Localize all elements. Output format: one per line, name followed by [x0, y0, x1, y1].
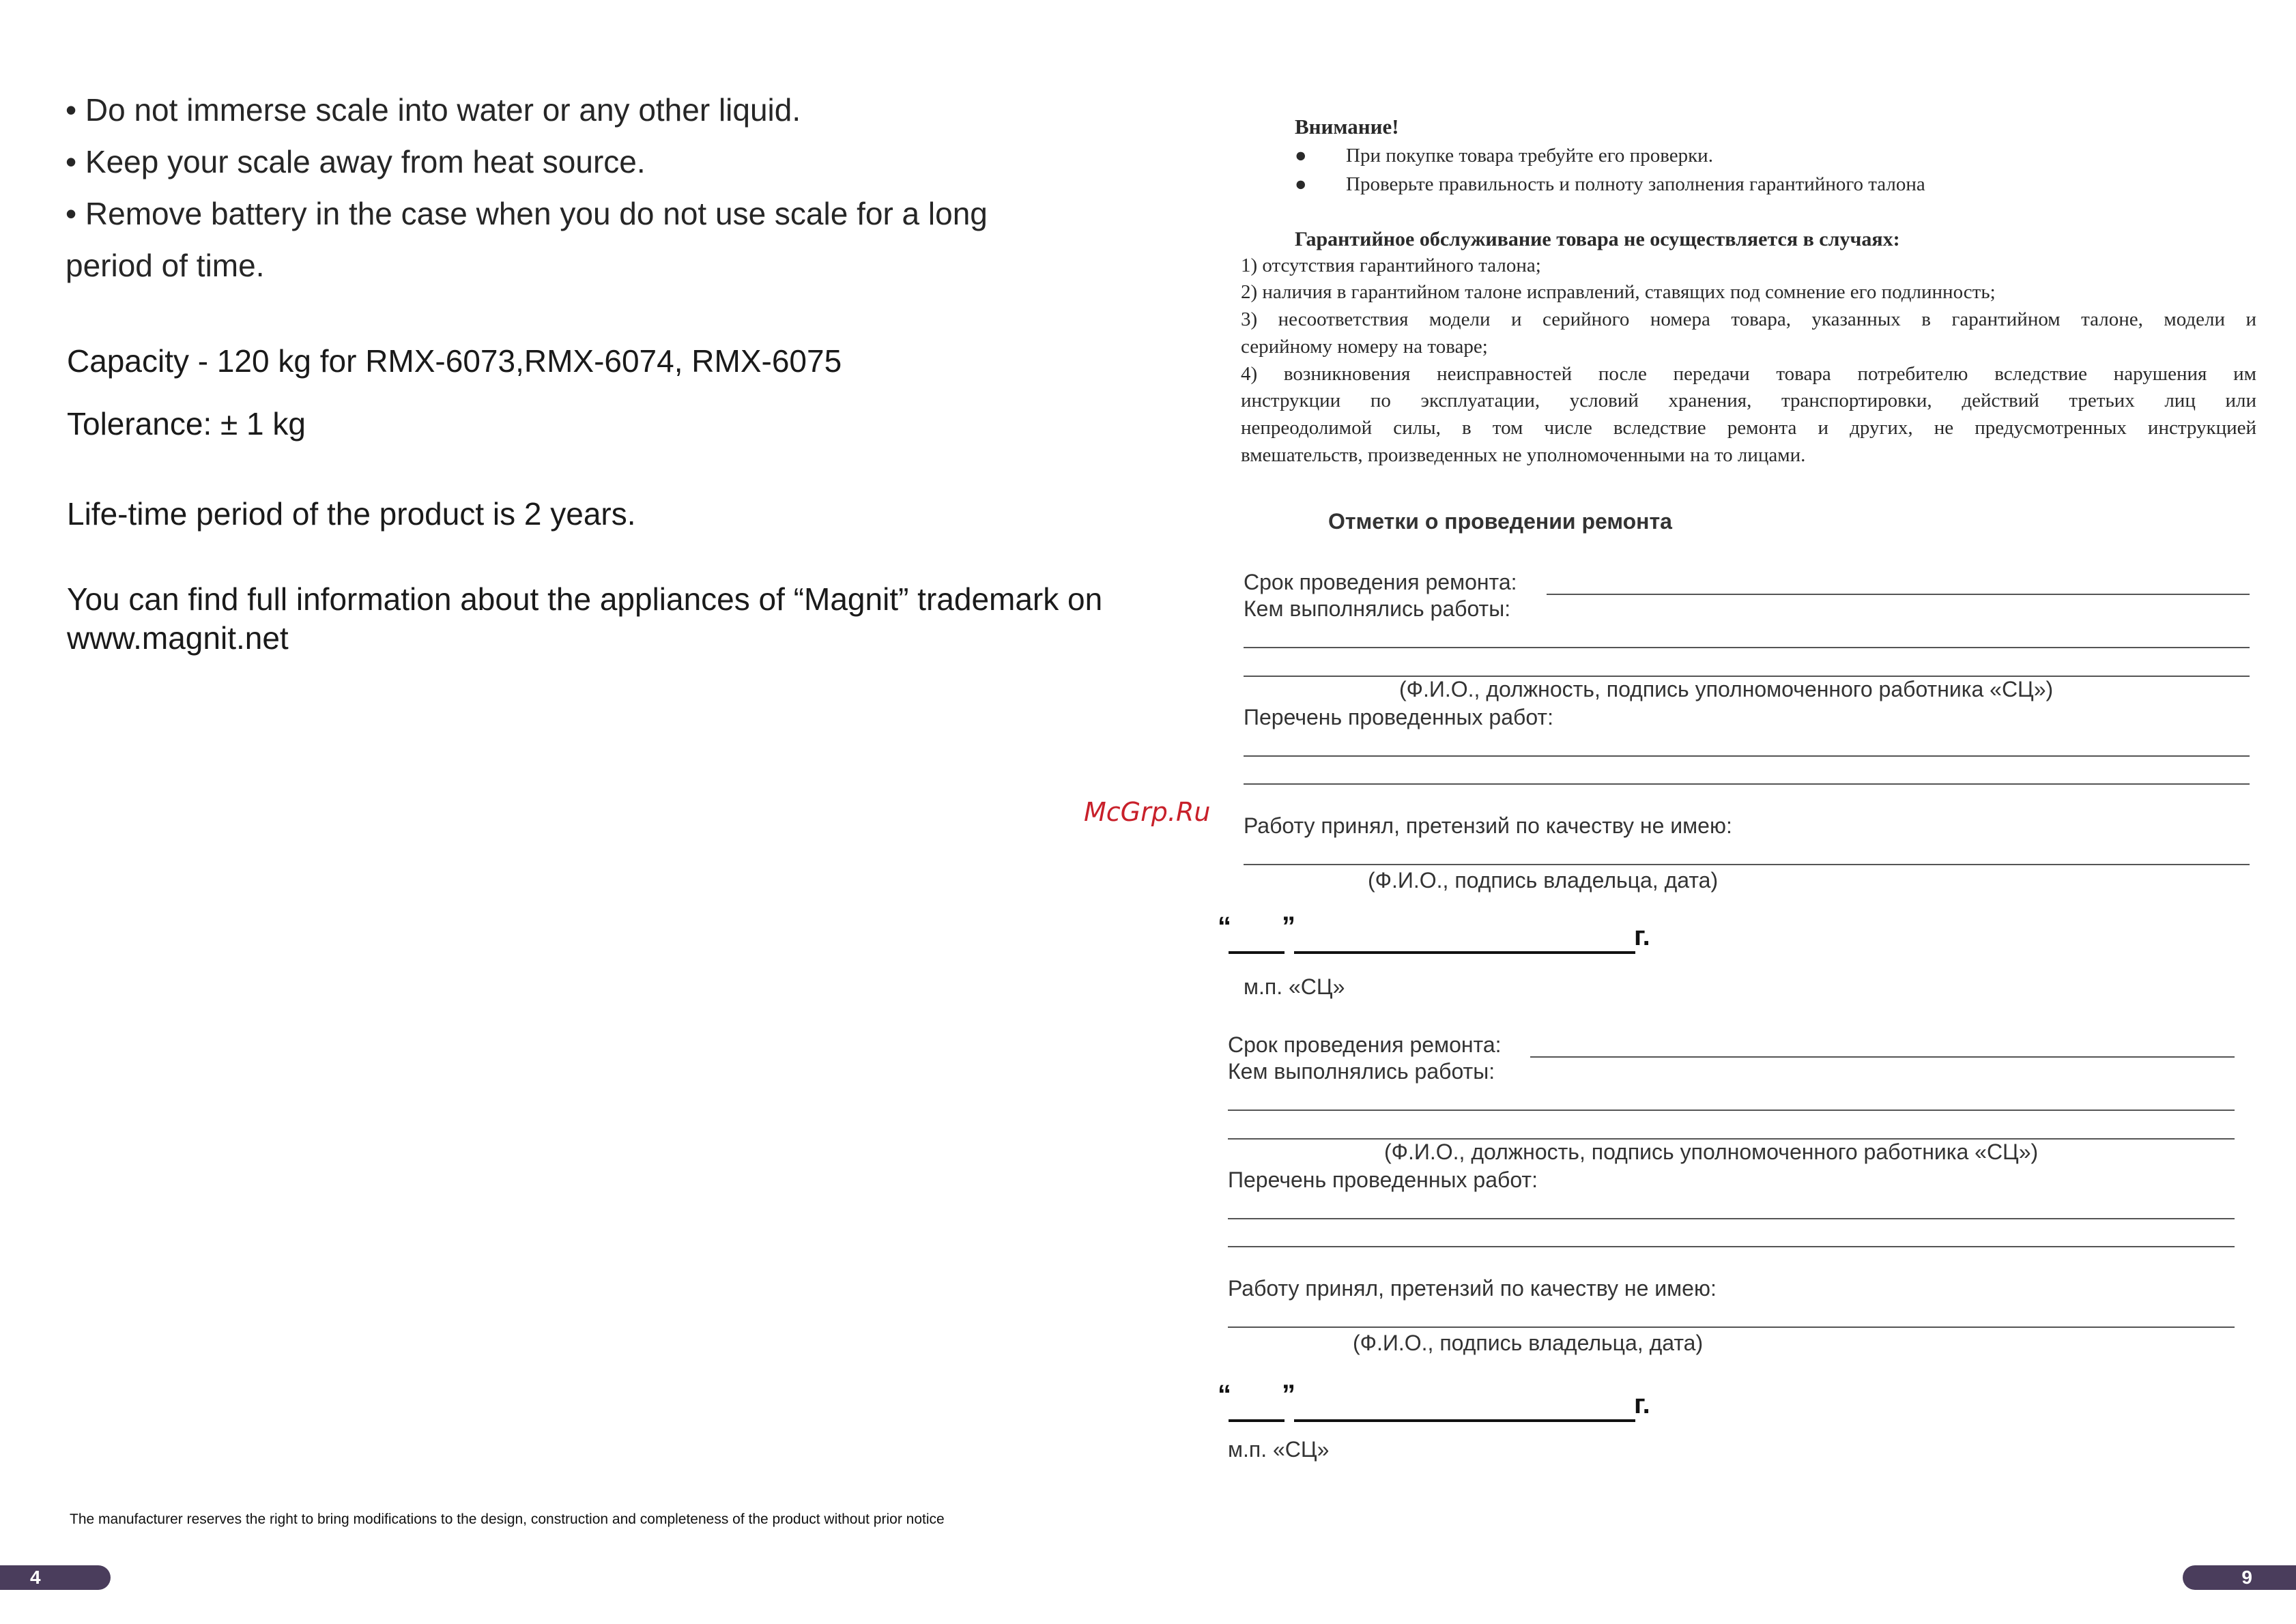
- care-instruction-2: • Keep your scale away from heat source.: [66, 144, 646, 179]
- warranty-line: 4) возникновения неисправностей после передачи товара потребителю вследствие нарушения им: [1241, 363, 2256, 385]
- repair-date-field[interactable]: [1530, 1056, 2235, 1058]
- work-list-field[interactable]: [1244, 755, 2250, 757]
- page-number-right: [2183, 1565, 2296, 1590]
- date-day-field[interactable]: [1229, 1419, 1285, 1422]
- manufacturer-disclaimer: The manufacturer reserves the right to bring modifications to the design, construction and completeness of the product without prior notice: [70, 1511, 945, 1527]
- date-year-suffix: г.: [1634, 921, 1650, 951]
- warranty-line: 2) наличия в гарантийном талоне исправлений, ставящих под сомнение его подлинность;: [1241, 281, 1996, 303]
- page-number-left-label: 4: [30, 1567, 41, 1588]
- work-list-label: Перечень проведенных работ:: [1244, 705, 1553, 729]
- repair-date-field[interactable]: [1547, 594, 2250, 595]
- date-open-quote: “: [1218, 1380, 1231, 1410]
- work-list-field[interactable]: [1228, 1218, 2235, 1219]
- info-text-line2: www.magnit.net: [67, 620, 289, 656]
- tolerance-text: Tolerance: ± 1 kg: [67, 406, 306, 441]
- warranty-line: вмешательств, произведенных не уполномоченными на то лицами.: [1241, 444, 1806, 466]
- bullet-icon: ●: [1295, 173, 1307, 195]
- work-accepted-label: Работу принял, претензий по качеству не имею:: [1228, 1276, 1717, 1301]
- stamp-label: м.п. «СЦ»: [1244, 974, 1345, 999]
- repair-date-label: Срок проведения ремонта:: [1228, 1032, 1502, 1057]
- performed-by-label: Кем выполнялись работы:: [1244, 596, 1511, 621]
- attention-item-text: Проверьте правильность и полноту заполнения гарантийного талона: [1346, 173, 1925, 195]
- lifetime-text: Life-time period of the product is 2 years.: [67, 496, 636, 532]
- warranty-line: непреодолимой силы, в том числе вследствие ремонта и других, не предусмотренных инструкцией: [1241, 417, 2256, 439]
- attention-item: [1295, 173, 1925, 196]
- warranty-line: инструкции по эксплуатации, условий хранения, транспортировки, действий третьих лиц или: [1241, 390, 2256, 411]
- capacity-text: Capacity - 120 kg for RMX-6073,RMX-6074, RMX-6075: [67, 343, 842, 379]
- date-month-field[interactable]: [1294, 951, 1635, 954]
- care-instruction-3-cont: period of time.: [66, 248, 265, 283]
- owner-signature-field[interactable]: [1244, 864, 2250, 865]
- attention-item: [1295, 145, 1713, 167]
- date-day-field[interactable]: [1229, 951, 1285, 954]
- info-text-line1: You can find full information about the appliances of “Magnit” trademark on: [67, 581, 1103, 617]
- bullet-icon: ●: [1295, 145, 1307, 166]
- repair-marks-title: Отметки о проведении ремонта: [1328, 509, 1672, 534]
- date-month-field[interactable]: [1294, 1419, 1635, 1422]
- work-list-field-2[interactable]: [1228, 1246, 2235, 1247]
- care-instruction-3: • Remove battery in the case when you do not use scale for a long: [66, 196, 988, 231]
- owner-signature-note: (Ф.И.О., подпись владельца, дата): [1368, 868, 1719, 893]
- stamp-label: м.п. «СЦ»: [1228, 1437, 1330, 1462]
- care-instruction-1: • Do not immerse scale into water or any other liquid.: [66, 92, 801, 128]
- work-list-field-2[interactable]: [1244, 783, 2250, 785]
- page-number-right-label: 9: [2241, 1567, 2252, 1588]
- watermark: McGrp.Ru: [1084, 797, 1211, 827]
- warranty-line: 3) несоответствия модели и серийного номера товара, указанных в гарантийном талоне, модели и: [1241, 308, 2256, 330]
- performed-by-label: Кем выполнялись работы:: [1228, 1059, 1495, 1084]
- date-close-quote: ”: [1282, 1380, 1295, 1410]
- date-open-quote: “: [1218, 912, 1231, 942]
- owner-signature-note: (Ф.И.О., подпись владельца, дата): [1353, 1331, 1704, 1355]
- technician-signature-note: (Ф.И.О., должность, подпись уполномоченного работника «СЦ»): [1399, 677, 2054, 701]
- warranty-exclusions-title: Гарантийное обслуживание товара не осуществляется в случаях:: [1295, 228, 1900, 250]
- attention-title: Внимание!: [1295, 115, 1399, 139]
- repair-date-label: Срок проведения ремонта:: [1244, 570, 1517, 594]
- performed-by-field[interactable]: [1228, 1110, 2235, 1111]
- date-close-quote: ”: [1282, 912, 1295, 942]
- warranty-line: серийному номеру на товаре;: [1241, 336, 1488, 358]
- warranty-line: 1) отсутствия гарантийного талона;: [1241, 255, 1541, 276]
- work-accepted-label: Работу принял, претензий по качеству не имею:: [1244, 813, 1732, 838]
- page-number-left: [0, 1565, 111, 1590]
- performed-by-field[interactable]: [1244, 647, 2250, 648]
- work-list-label: Перечень проведенных работ:: [1228, 1168, 1538, 1192]
- date-year-suffix: г.: [1634, 1389, 1650, 1419]
- owner-signature-field[interactable]: [1228, 1326, 2235, 1328]
- technician-signature-note: (Ф.И.О., должность, подпись уполномоченного работника «СЦ»): [1384, 1140, 2039, 1164]
- attention-item-text: При покупке товара требуйте его проверки.: [1346, 145, 1713, 166]
